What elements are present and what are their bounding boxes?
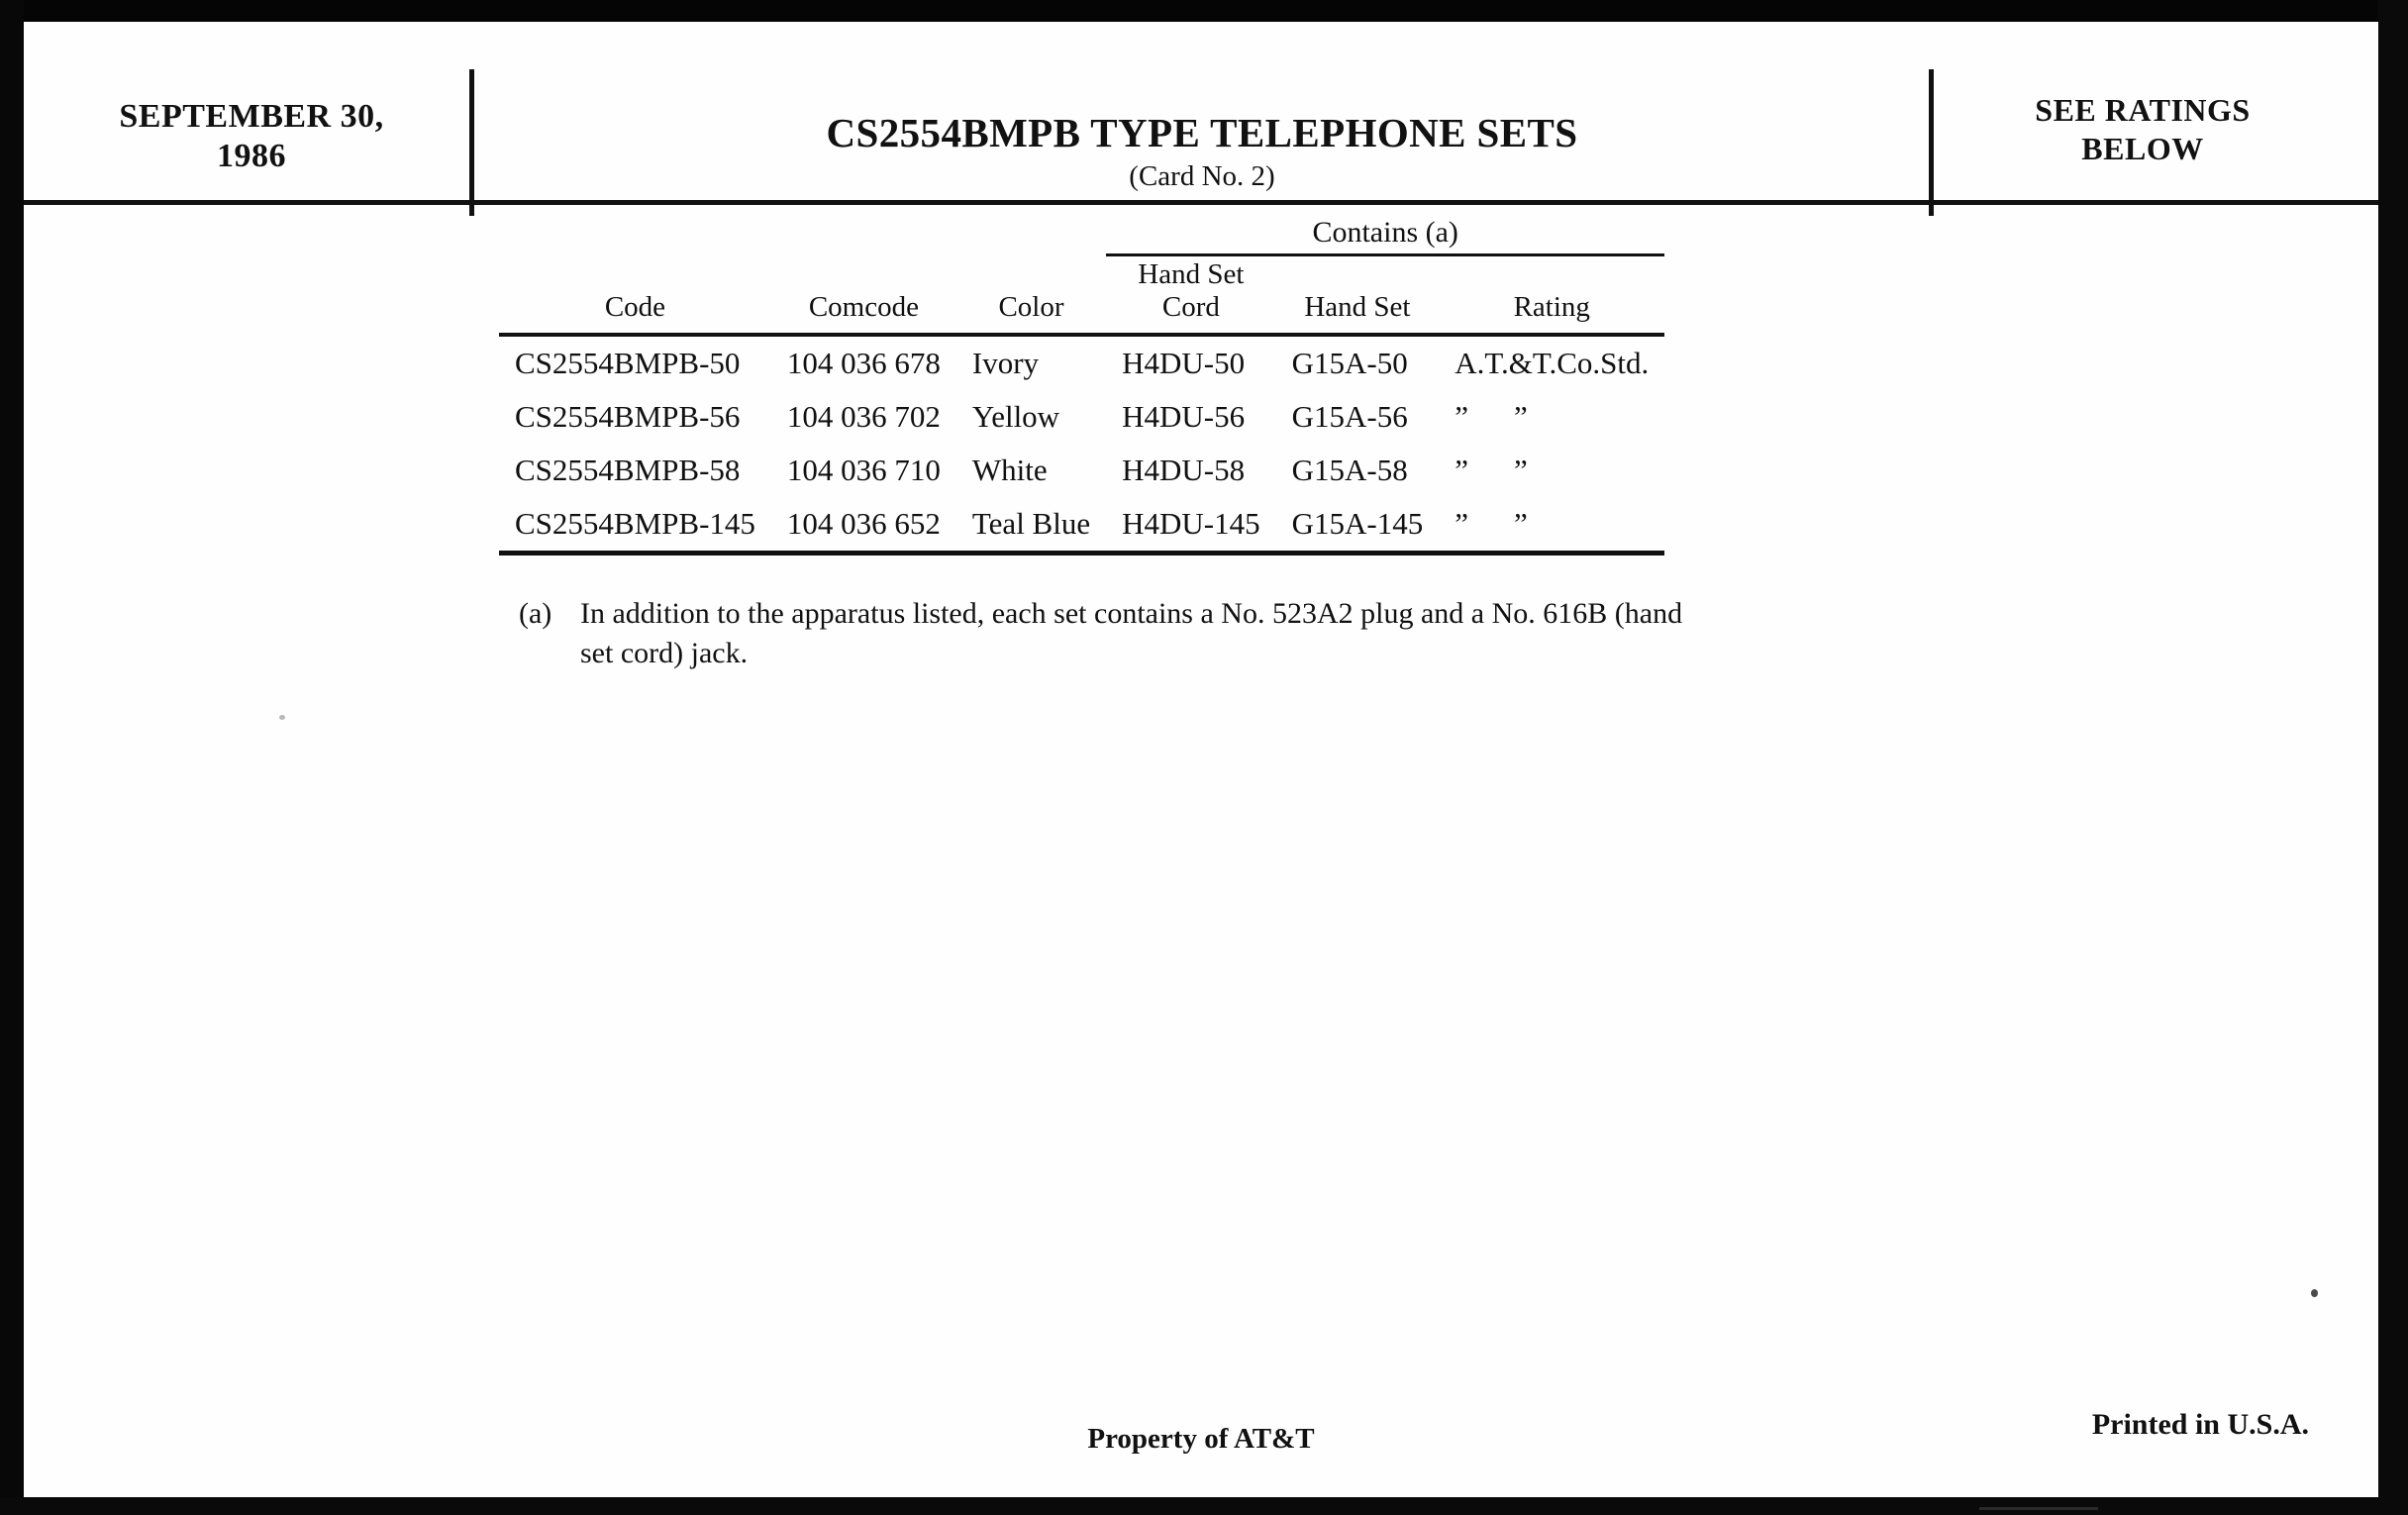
group-header-contains: Contains (a) <box>1106 216 1664 255</box>
footnote-line1: In addition to the apparatus listed, each set contains a No. 523A2 plug and a No. 616B (hand <box>580 597 1683 630</box>
cell-hand-set: G15A-56 <box>1291 398 1408 434</box>
table-group-header-row <box>499 216 1664 255</box>
cell-code: CS2554BMPB-56 <box>515 398 741 434</box>
cell-code: CS2554BMPB-50 <box>515 345 741 380</box>
cell-comcode: 104 036 710 <box>786 452 941 487</box>
column-header-comcode: Comcode <box>771 255 956 335</box>
footnote-line2: set cord) jack. <box>580 636 749 669</box>
cell-hand-set: G15A-58 <box>1291 452 1408 487</box>
issue-date-line1: SEPTEMBER 30, <box>119 98 384 135</box>
cell-hand-set-cord: H4DU-145 <box>1106 497 1276 554</box>
cell-comcode: 104 036 678 <box>786 345 941 380</box>
scan-speck <box>2311 1289 2318 1297</box>
cell-color: White <box>971 452 1048 487</box>
cell-code: CS2554BMPB-145 <box>499 497 771 554</box>
footnote-marker: (a) <box>519 597 552 630</box>
column-header-rating: Rating <box>1439 255 1664 335</box>
header-rule <box>24 200 2378 205</box>
issue-date-line2: 1986 <box>217 138 286 175</box>
page-subtitle: (Card No. 2) <box>1129 160 1275 192</box>
scan-speck <box>279 715 285 720</box>
scan-border-bottom <box>0 1497 2408 1515</box>
column-header-hand-set-cord-line1: Hand Set <box>1138 258 1245 290</box>
scan-border-right <box>2378 0 2408 1515</box>
specification-table <box>499 216 1664 556</box>
cell-code: CS2554BMPB-58 <box>515 452 741 487</box>
cell-hand-set: G15A-50 <box>1291 345 1408 380</box>
header-divider-left <box>469 69 474 216</box>
scan-speck <box>1979 1507 2098 1510</box>
issue-date <box>53 97 450 176</box>
cell-rating: A.T.&T.Co.Std. <box>1455 345 1650 380</box>
footnote <box>519 594 1925 673</box>
footer-property: Property of AT&T <box>1087 1423 1315 1455</box>
cell-rating: ”” <box>1455 452 1573 487</box>
cell-rating: ”” <box>1455 398 1573 434</box>
cell-hand-set: G15A-145 <box>1276 497 1440 554</box>
table-column-header-row <box>499 255 1664 335</box>
scan-border-top <box>0 0 2408 22</box>
ratings-notice-line2: BELOW <box>2081 131 2204 167</box>
cell-color: Yellow <box>971 398 1060 434</box>
footer-printed: Printed in U.S.A. <box>2091 1408 2309 1441</box>
cell-color: Ivory <box>971 345 1040 380</box>
cell-comcode: 104 036 702 <box>786 398 941 434</box>
column-header-hand-set-cord <box>1106 255 1276 335</box>
table-row <box>499 497 1664 554</box>
header-divider-right <box>1929 69 1934 216</box>
table-row <box>499 335 1664 390</box>
cell-hand-set-cord: H4DU-56 <box>1122 398 1246 434</box>
table-row <box>499 444 1664 497</box>
cell-comcode: 104 036 652 <box>771 497 956 554</box>
column-header-color: Color <box>956 255 1106 335</box>
ratings-notice-line1: SEE RATINGS <box>2035 92 2251 128</box>
card-sheet <box>24 22 2378 1497</box>
scan-border-left <box>0 0 24 1515</box>
column-header-hand-set: Hand Set <box>1276 255 1440 335</box>
page-title: CS2554BMPB TYPE TELEPHONE SETS <box>826 110 1578 155</box>
cell-rating: ”” <box>1439 497 1664 554</box>
cell-hand-set-cord: H4DU-58 <box>1122 452 1246 487</box>
ratings-notice <box>1935 91 2351 168</box>
column-header-hand-set-cord-line2: Cord <box>1161 291 1220 324</box>
card-header <box>24 32 2378 192</box>
cell-hand-set-cord: H4DU-50 <box>1122 345 1246 380</box>
column-header-code: Code <box>499 255 771 335</box>
cell-color: Teal Blue <box>956 497 1106 554</box>
table-row <box>499 390 1664 444</box>
